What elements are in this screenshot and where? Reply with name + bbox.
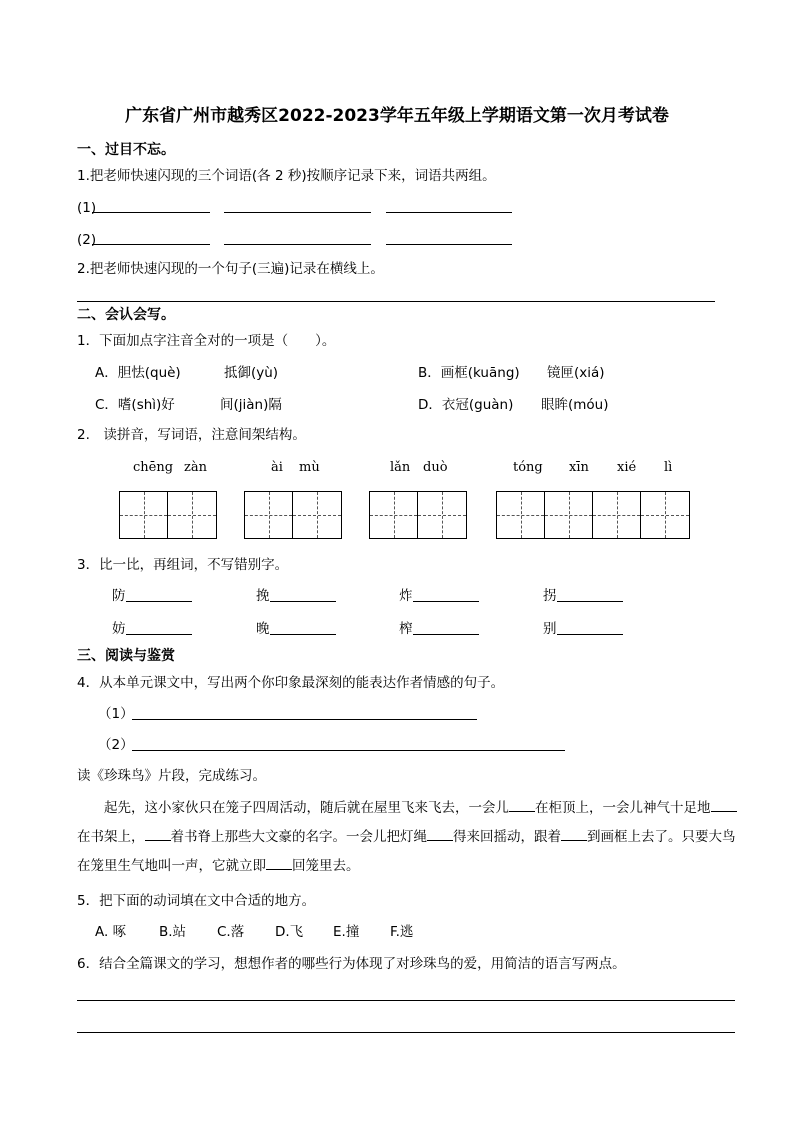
compare-answer-line[interactable] xyxy=(557,634,623,635)
section2-heading: 二、会认会写。 xyxy=(77,307,175,323)
compare-char: 妨 xyxy=(112,621,126,637)
compare-char: 拐 xyxy=(543,588,557,604)
grid-cell[interactable] xyxy=(593,492,641,538)
pinyin-label: lǎn xyxy=(390,460,411,475)
answer-line-2-2[interactable] xyxy=(224,244,371,245)
grid-cell[interactable] xyxy=(370,492,418,538)
section3-q4: 4．从本单元课文中，写出两个你印象最深刻的能表达作者情感的句子。 xyxy=(77,675,505,691)
q6-answer-line-2[interactable] xyxy=(77,1032,735,1033)
grid-cell[interactable] xyxy=(293,492,341,538)
verb-option[interactable]: D.飞 xyxy=(275,924,304,940)
writing-grid-2[interactable] xyxy=(244,491,342,539)
verb-option[interactable]: C.落 xyxy=(217,924,245,940)
section3-q6: 6．结合全篇课文的学习，想想作者的哪些行为体现了对珍珠鸟的爱，用简洁的语言写两点。 xyxy=(77,956,626,972)
q4-label-2: （2） xyxy=(98,737,134,753)
pinyin-label: zàn xyxy=(184,460,207,475)
grid-cell[interactable] xyxy=(545,492,593,538)
pinyin-label: tóng xyxy=(513,460,543,475)
passage-blank[interactable] xyxy=(711,797,737,812)
row1-label: (1) xyxy=(77,200,97,216)
compare-answer-line[interactable] xyxy=(126,634,192,635)
compare-answer-line[interactable] xyxy=(270,601,336,602)
verb-option[interactable]: E.撞 xyxy=(333,924,360,940)
compare-answer-line[interactable] xyxy=(413,634,479,635)
passage-blank[interactable] xyxy=(145,826,171,841)
option-d-1[interactable]: D．衣冠(guàn) xyxy=(418,397,514,413)
answer-line-2-1[interactable] xyxy=(92,244,210,245)
passage-blank[interactable] xyxy=(266,855,292,870)
option-a-2: 抵御(yù) xyxy=(224,365,279,381)
compare-answer-line[interactable] xyxy=(126,601,192,602)
compare-char: 挽 xyxy=(256,588,270,604)
sentence-answer-line[interactable] xyxy=(77,301,715,302)
compare-answer-line[interactable] xyxy=(413,601,479,602)
writing-grid-3[interactable] xyxy=(369,491,467,539)
compare-char: 炸 xyxy=(399,588,413,604)
reading-passage: 起先，这小家伙只在笼子四周活动，随后就在屋里飞来飞去，一会儿 在柜顶上，一会儿神气十足地在书架上， 着书脊上那些大文豪的名字。一会儿把灯绳 得来回摇动，跟着 到画框上去了。只要大鸟在笼里生气地叫一声，它就立即 回笼里去。 xyxy=(77,794,737,881)
compare-char: 防 xyxy=(112,588,126,604)
page-title: 广东省广州市越秀区2022-2023学年五年级上学期语文第一次月考试卷 xyxy=(125,106,669,126)
reading-intro: 读《珍珠鸟》片段，完成练习。 xyxy=(77,768,266,784)
q4-label-1: （1） xyxy=(98,706,134,722)
verb-option[interactable]: F.逃 xyxy=(390,924,414,940)
compare-answer-line[interactable] xyxy=(557,601,623,602)
grid-cell[interactable] xyxy=(641,492,689,538)
section1-heading: 一、过目不忘。 xyxy=(77,142,175,158)
pinyin-label: xié xyxy=(617,460,637,475)
q6-answer-line-1[interactable] xyxy=(77,1000,735,1001)
answer-line-1-3[interactable] xyxy=(386,212,512,213)
passage-blank[interactable] xyxy=(509,797,535,812)
compare-char: 别 xyxy=(543,621,557,637)
verb-option[interactable]: B.站 xyxy=(159,924,187,940)
answer-line-1-2[interactable] xyxy=(224,212,371,213)
section2-q1: 1．下面加点字注音全对的一项是（ ）。 xyxy=(77,333,336,349)
writing-grid-4[interactable] xyxy=(496,491,690,539)
grid-cell[interactable] xyxy=(418,492,466,538)
section1-q2: 2.把老师快速闪现的一个句子(三遍)记录在横线上。 xyxy=(77,261,384,277)
option-c-2: 间(jiàn)隔 xyxy=(220,397,282,413)
grid-cell[interactable] xyxy=(168,492,216,538)
pinyin-label: duò xyxy=(423,460,448,475)
passage-blank[interactable] xyxy=(427,826,453,841)
option-c-1[interactable]: C．嗜(shì)好 xyxy=(95,397,175,413)
section1-q1: 1.把老师快速闪现的三个词语(各 2 秒)按顺序记录下来，词语共两组。 xyxy=(77,168,496,184)
compare-char: 晚 xyxy=(256,621,270,637)
compare-answer-line[interactable] xyxy=(270,634,336,635)
grid-cell[interactable] xyxy=(497,492,545,538)
passage-blank[interactable] xyxy=(561,826,587,841)
compare-char: 榨 xyxy=(399,621,413,637)
section2-q3: 3．比一比，再组词，不写错别字。 xyxy=(77,557,289,573)
option-a-1[interactable]: A．胆怯(què) xyxy=(95,365,181,381)
grid-cell[interactable] xyxy=(245,492,293,538)
row2-label: (2) xyxy=(77,232,97,248)
answer-line-2-3[interactable] xyxy=(386,244,512,245)
section3-heading: 三、阅读与鉴赏 xyxy=(77,648,175,664)
q4-answer-line-2[interactable] xyxy=(132,750,565,751)
pinyin-label: mù xyxy=(299,460,320,475)
grid-cell[interactable] xyxy=(120,492,168,538)
option-b-2: 镜匣(xiá) xyxy=(547,365,605,381)
pinyin-label: xīn xyxy=(569,460,589,475)
section2-q2: 2. 读拼音，写词语，注意间架结构。 xyxy=(77,427,306,443)
pinyin-label: chēng xyxy=(133,460,174,475)
q4-answer-line-1[interactable] xyxy=(132,719,477,720)
pinyin-label: lì xyxy=(664,460,673,475)
pinyin-label: ài xyxy=(271,460,283,475)
section3-q5: 5．把下面的动词填在文中合适的地方。 xyxy=(77,893,316,909)
answer-line-1-1[interactable] xyxy=(92,212,210,213)
option-d-2: 眼眸(móu) xyxy=(541,397,609,413)
verb-option[interactable]: A. 啄 xyxy=(95,924,127,940)
option-b-1[interactable]: B．画框(kuāng) xyxy=(418,365,520,381)
writing-grid-1[interactable] xyxy=(119,491,217,539)
